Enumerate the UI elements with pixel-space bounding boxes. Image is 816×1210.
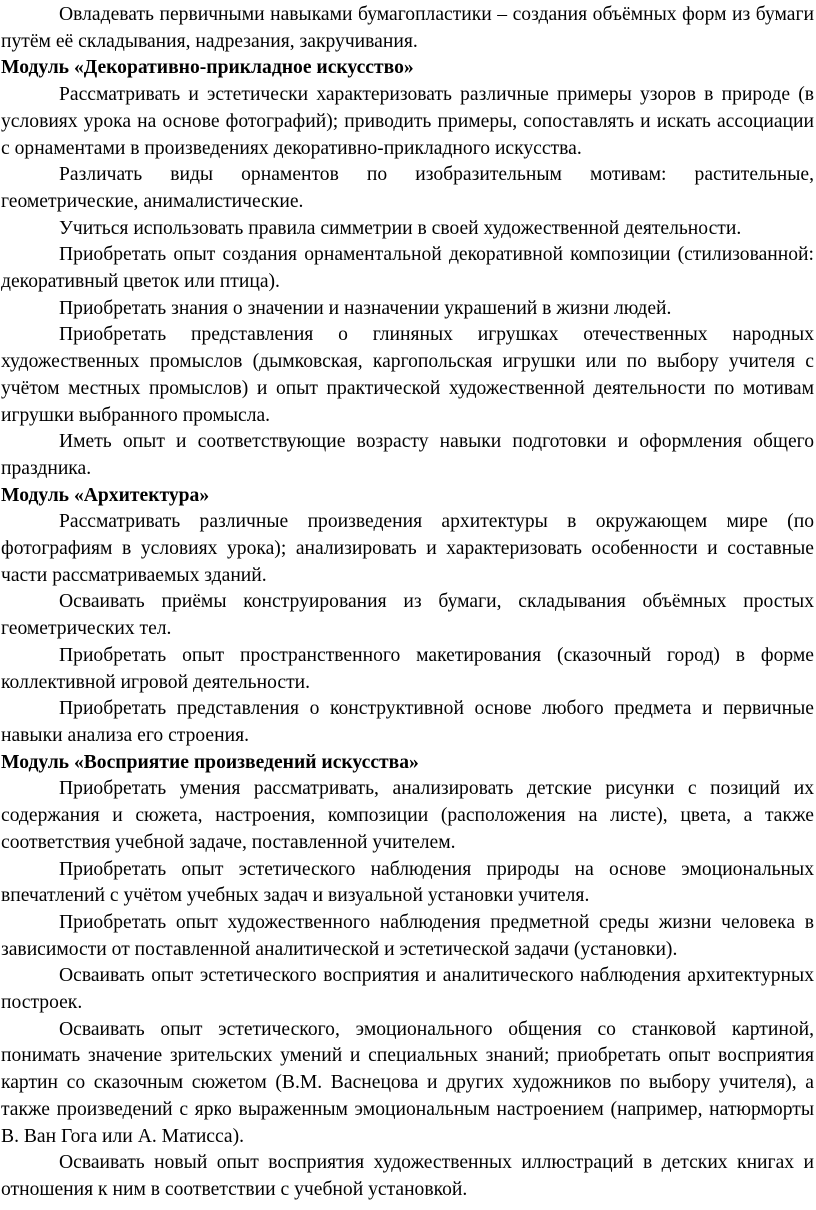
- paragraph: Приобретать представления о конструктивной основе любого предмета и первичные навыки анализа его строения.: [1, 698, 814, 746]
- intro-paragraph: Овладевать первичными навыками бумагопластики – создания объёмных форм из бумаги путём её складывания, надрезания, закручивания.: [1, 4, 814, 52]
- module-heading: Модуль «Архитектура»: [1, 484, 210, 506]
- paragraph: Различать виды орнаментов по изобразительным мотивам: растительные, геометрические, анималистические.: [1, 164, 814, 212]
- paragraph: Приобретать опыт художественного наблюдения предметной среды жизни человека в зависимости от поставленной аналитической и эстетической задачи (установки).: [1, 911, 814, 960]
- paragraph: Осваивать приёмы конструирования из бумаги, складывания объёмных простых геометрических тел.: [1, 591, 814, 640]
- paragraph: Приобретать опыт пространственного макетирования (сказочный город) в форме коллективной игровой деятельности.: [1, 644, 814, 693]
- paragraph: Осваивать новый опыт восприятия художественных иллюстраций в детских книгах и отношения к ним в соответствии с учебной установкой.: [1, 1152, 814, 1200]
- module-art-perception: [1, 750, 814, 1204]
- paragraph: Осваивать опыт эстетического восприятия и аналитического наблюдения архитектурных построек.: [1, 965, 814, 1014]
- paragraph: Рассматривать различные произведения архитектуры в окружающем мире (по фотографиям в условиях урока); анализировать и характеризовать особенности и составные части рассматриваемых зданий.: [1, 511, 814, 586]
- module-architecture: [1, 483, 814, 750]
- paragraph: Приобретать умения рассматривать, анализировать детские рисунки с позиций их содержания и сюжета, настроения, композиции (расположения на листе), цвета, а также соответствия учебной задаче, поставленной учителем.: [1, 778, 814, 853]
- paragraph: Рассматривать и эстетически характеризовать различные примеры узоров в природе (в условиях урока на основе фотографий); приводить примеры, сопоставлять и искать ассоциации с орнаментами в произведениях декоративно-прикладного искусства.: [1, 84, 814, 159]
- paragraph: Приобретать опыт эстетического наблюдения природы на основе эмоциональных впечатлений с учётом учебных задач и визуальной установки учителя.: [1, 858, 814, 907]
- module-decorative-applied-art: [1, 55, 814, 482]
- paragraph: Приобретать опыт создания орнаментальной декоративной композиции (стилизованной: декоративный цветок или птица).: [1, 244, 814, 293]
- module-heading: Модуль «Восприятие произведений искусства»: [1, 751, 419, 773]
- paragraph: Осваивать опыт эстетического, эмоционального общения со станковой картиной, понимать значение зрительских умений и специальных знаний; приобретать опыт восприятия картин со сказочным сюжетом (В.М. Васнецова и других художников по выбору учителя), а также произведений с ярко выраженным эмоциональным настроением (например, натюрморты В. Ван Гога или А. Матисса).: [1, 1018, 814, 1147]
- paragraph: Иметь опыт и соответствующие возрасту навыки подготовки и оформления общего праздника.: [1, 431, 814, 479]
- paragraph: Приобретать представления о глиняных игрушках отечественных народных художественных промыслов (дымковская, каргопольская игрушки или по выбору учителя с учётом местных промыслов) и опыт практической художественной деятельности по мотивам игрушки выбранного промысла.: [1, 324, 814, 426]
- paragraph: Приобретать знания о значении и назначении украшений в жизни людей.: [59, 297, 672, 319]
- paragraph: Учиться использовать правила симметрии в своей художественной деятельности.: [59, 217, 742, 239]
- module-heading: Модуль «Декоративно-прикладное искусство»: [1, 57, 414, 79]
